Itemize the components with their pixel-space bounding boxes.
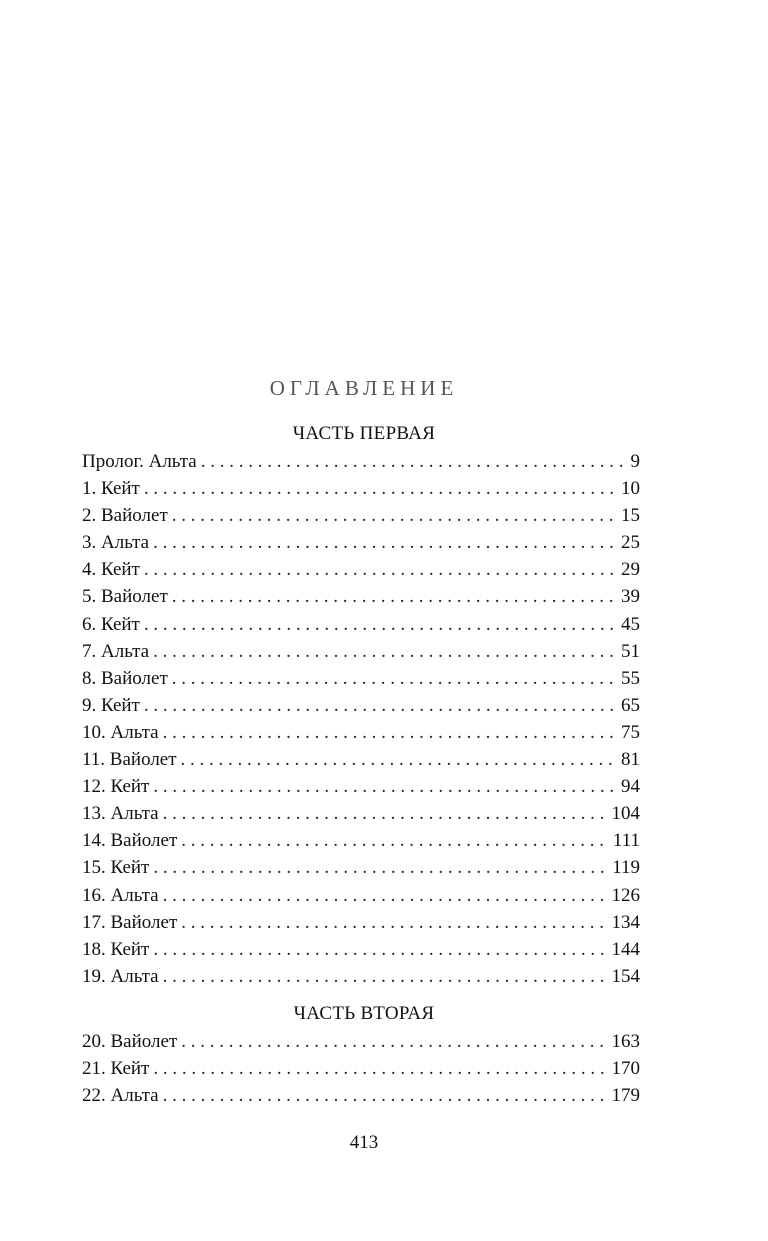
toc-entry-label: 20. Вайолет [82, 1031, 178, 1052]
toc-entry-label: 2. Вайолет [82, 505, 168, 527]
toc-entry-label: 4. Кейт [82, 559, 140, 581]
toc-entry-page: 51 [621, 640, 640, 662]
toc-leader-dots [149, 936, 605, 963]
part-title-first: ЧАСТЬ ПЕРВАЯ [292, 423, 436, 444]
toc-entry-label: 21. Кейт [82, 1058, 150, 1080]
toc-entry-page: 10 [621, 478, 640, 500]
toc-entry[interactable] [82, 854, 640, 881]
toc-entry-page: 45 [621, 613, 640, 635]
toc-entry-label: 7. Альта [82, 640, 150, 662]
toc-entry-page: 9 [630, 451, 640, 472]
toc-entry[interactable] [82, 692, 640, 719]
toc-leader-dots [159, 1082, 606, 1109]
toc-leader-dots [140, 611, 615, 638]
toc-entry-page: 144 [611, 938, 640, 960]
toc-entry-page: 15 [621, 505, 640, 527]
toc-leader-dots [149, 1055, 605, 1082]
toc-entry-page: 154 [611, 965, 640, 987]
toc-entry-page: 75 [621, 721, 640, 743]
toc-entry-page: 126 [611, 884, 640, 906]
toc-entry-label: 10. Альта [82, 721, 159, 743]
toc-entry-page: 81 [621, 749, 640, 771]
toc-entry[interactable] [82, 800, 640, 827]
toc-entry-page: 179 [611, 1085, 640, 1107]
toc-entry-page: 134 [611, 911, 640, 933]
toc-leader-dots [159, 963, 606, 990]
toc-entry[interactable] [82, 583, 640, 610]
toc-entry-label: 1. Кейт [82, 478, 140, 500]
toc-entry[interactable] [82, 448, 640, 475]
toc-entry-label: 6. Кейт [82, 613, 140, 635]
toc-leader-dots [159, 882, 606, 909]
toc-entry-page: 29 [621, 559, 640, 581]
toc-entry-label: 3. Альта [82, 532, 150, 554]
toc-entry-label: 9. Кейт [82, 694, 140, 716]
toc-entry-page: 94 [621, 776, 640, 798]
toc-leader-dots [177, 746, 615, 773]
part-title-second: ЧАСТЬ ВТОРАЯ [293, 1003, 435, 1024]
toc-leader-dots [149, 773, 615, 800]
toc-entry-label: 13. Альта [82, 803, 159, 825]
toc-leader-dots [140, 556, 615, 583]
toc-entry[interactable] [82, 963, 640, 990]
toc-entry[interactable] [82, 611, 640, 638]
toc-entry[interactable] [82, 746, 640, 773]
toc-entry-page: 39 [621, 586, 640, 608]
toc-entry-label: 22. Альта [82, 1085, 159, 1107]
toc-leader-dots [168, 665, 615, 692]
toc-entry[interactable] [82, 936, 640, 963]
toc-entry-label: 11. Вайолет [82, 749, 177, 771]
toc-entry[interactable] [82, 909, 640, 936]
toc-entry-page: 25 [621, 532, 640, 554]
toc-entry[interactable] [82, 1028, 640, 1055]
toc-leader-dots [177, 1028, 605, 1055]
toc-entry-label: 19. Альта [82, 965, 159, 987]
toc-entry-label: 5. Вайолет [82, 586, 168, 608]
toc-list-part-one [82, 448, 640, 990]
toc-entry-label: 18. Кейт [82, 938, 150, 960]
toc-entry[interactable] [82, 638, 640, 665]
toc-heading: ОГЛАВЛЕНИЕ [269, 376, 459, 400]
toc-entry-page: 163 [611, 1031, 640, 1052]
toc-leader-dots [140, 475, 615, 502]
toc-leader-dots [177, 909, 605, 936]
toc-entry-label: 12. Кейт [82, 776, 150, 798]
toc-entry[interactable] [82, 827, 640, 854]
toc-entry-label: 8. Вайолет [82, 667, 168, 689]
toc-list-part-two [82, 1028, 640, 1109]
toc-leader-dots [168, 502, 615, 529]
toc-leader-dots [197, 448, 624, 475]
toc-entry[interactable] [82, 1055, 640, 1082]
toc-entry[interactable] [82, 529, 640, 556]
toc-entry-label: 15. Кейт [82, 857, 150, 879]
toc-entry-page: 55 [621, 667, 640, 689]
toc-leader-dots [140, 692, 615, 719]
toc-entry-page: 111 [612, 830, 640, 852]
toc-leader-dots [149, 529, 615, 556]
toc-entry-page: 65 [621, 694, 640, 716]
toc-entry[interactable] [82, 502, 640, 529]
toc-entry[interactable] [82, 719, 640, 746]
toc-leader-dots [168, 583, 615, 610]
toc-entry[interactable] [82, 882, 640, 909]
toc-leader-dots [149, 638, 615, 665]
toc-entry[interactable] [82, 556, 640, 583]
toc-entry-label: 14. Вайолет [82, 830, 178, 852]
toc-leader-dots [159, 719, 615, 746]
toc-entry-page: 170 [611, 1058, 640, 1080]
toc-entry-label: Пролог. Альта [82, 451, 197, 472]
toc-leader-dots [177, 827, 607, 854]
toc-entry-label: 17. Вайолет [82, 911, 178, 933]
toc-leader-dots [149, 854, 606, 881]
page-number: 413 [349, 1132, 379, 1153]
toc-leader-dots [159, 800, 606, 827]
toc-entry[interactable] [82, 665, 640, 692]
toc-entry[interactable] [82, 1082, 640, 1109]
toc-entry-page: 104 [611, 803, 640, 825]
toc-entry[interactable] [82, 773, 640, 800]
toc-entry-page: 119 [612, 857, 640, 879]
toc-entry-label: 16. Альта [82, 884, 159, 906]
toc-entry[interactable] [82, 475, 640, 502]
